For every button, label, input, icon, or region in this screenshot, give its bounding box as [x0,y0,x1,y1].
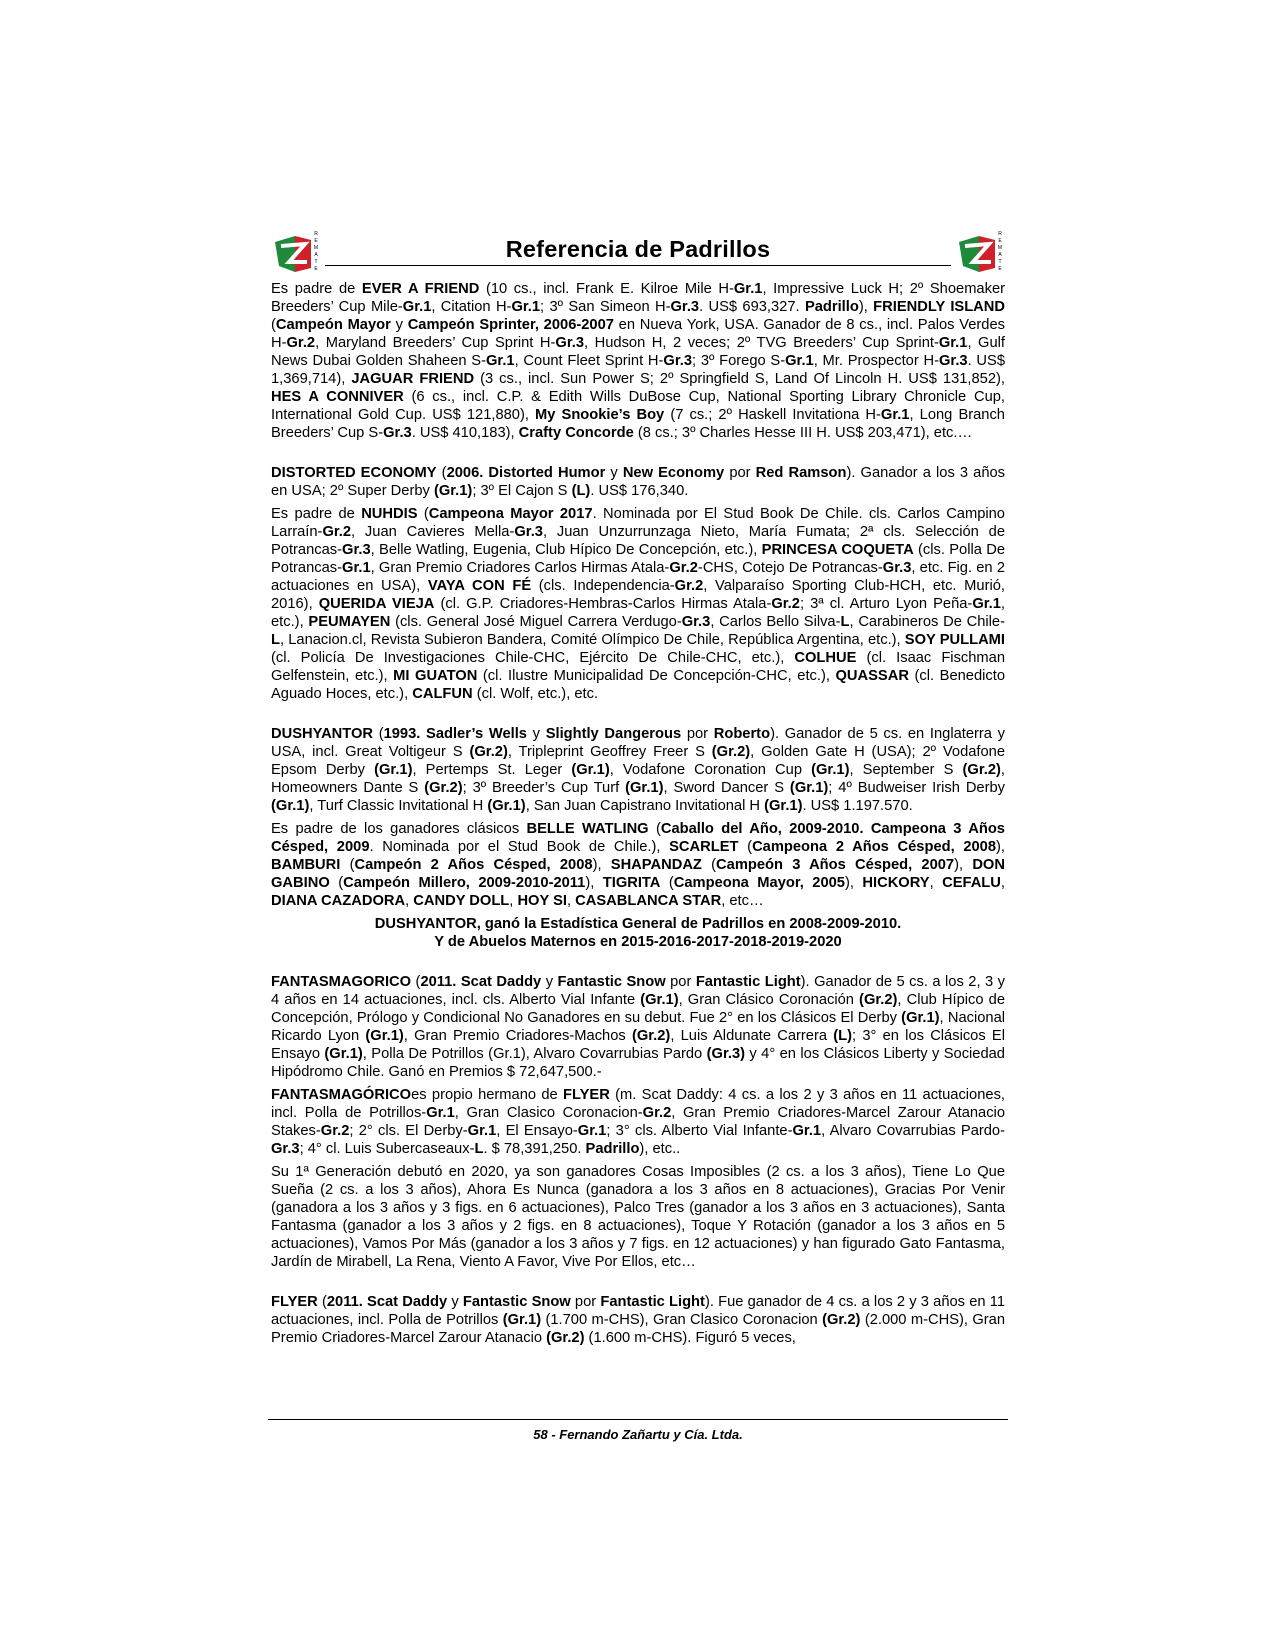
bold-text: (Gr.2) [424,780,463,796]
text-run: , Nacional Ricardo Lyon [271,1010,1005,1044]
text-run: , etc… [721,893,764,909]
text-run: ), [996,839,1005,855]
text-run: ; 3° cls. Alberto Vial Infante- [606,1123,793,1139]
bold-text: DIANA CAZADORA [271,893,406,909]
text-run: , Luis Aldunate Carrera [670,1028,834,1044]
text-run: ; 3º Breeder’s Cup Turf [462,780,626,796]
statistic-note: Y de Abuelos Maternos en 2015-2016-2017-2018-2019-2020 [434,934,842,950]
text-run: y [390,317,408,333]
text-run: ; 3º Forego S- [692,353,786,369]
text-run: ( [271,317,276,333]
text-run: ). Ganador de 5 cs. a los 2, 3 y 4 años en 14 actuaciones, incl. cls. Alberto Vial Infante [271,974,1005,1008]
text-run: , Golden Gate H (USA); 2º Vodafone Epsom Derby [271,744,1005,778]
bold-text: Red Ramson [755,465,847,481]
bold-text: Gr.2 [642,1105,672,1121]
text-run: , [566,893,576,909]
bold-text: Gr.2 [320,1123,350,1139]
bold-text: Gr.3 [555,335,584,351]
page-title: Referencia de Padrillos [505,236,771,262]
bold-text: Gr.1 [785,353,814,369]
statistic-note: DUSHYANTOR, ganó la Estadística General de Padrillos en 2008-2009-2010. [374,916,902,932]
bold-text: (Gr.1) [365,1028,404,1044]
text-run: , Juan Cavieres Mella- [351,524,515,540]
paragraph [271,725,1005,815]
text-run: (cl. Benedicto Aguado Hoces, etc.), [271,668,1005,702]
text-run: (1.700 m-CHS), Gran Clasico Coronacion [541,1312,823,1328]
text-run: Su 1ª Generación debutó en 2020, ya son ganadores Cosas Imposibles (2 cs. a los 3 años), Tiene Lo Que Sueña (2 cs. a los 3 años), Ahora Es Nunca (ganadora a los 3 años en 8 actuaciones), Gracias Por Venir (ganadora a los 3 años y 3 figs. en 6 actuaciones), Palco Tres (ganador a los 3 años en 3 actuaciones), Santa Fantasma (ganador a los 3 años y 2 figs. en 8 actuaciones), Toque Y Rotación (ganador a los 3 años en 5 actuaciones), Vamos Por Más (ganador a los 3 años y 7 figs. en 12 actuaciones) y han figurado Gato Fantasma, Jardín de Mirabell, La Rena, Viento A Favor, Vive Por Ellos, etc… [271,1164,1005,1270]
text-run: (cl. Wolf, etc.), etc. [472,686,599,702]
bold-text: 2011. Scat Daddy [326,1294,448,1310]
bold-text: Gr.3 [882,560,912,576]
text-run: ), [592,857,611,873]
text-run: , El Ensayo- [496,1123,578,1139]
text-run: . US$ 410,183), [411,425,519,441]
bold-text: Gr.3 [681,614,711,630]
bold-text: (Gr.2) [962,762,1001,778]
svg-text:E: E [314,266,318,272]
text-run: (8 cs.; 3º Charles Hesse III H. US$ 203,471), etc.… [633,425,973,441]
svg-text:T: T [314,259,318,265]
bold-text: SOY PULLAMI [904,632,1005,648]
bold-text: HES A CONNIVER [271,389,404,405]
paragraph [271,464,1005,500]
text-run: , Gran Premio Criadores Carlos Hirmas Atala- [370,560,670,576]
bold-text: Gr.3 [514,524,543,540]
bold-text: Campeón Sprinter, 2006-2007 [407,317,614,333]
text-run: (1.600 m-CHS). Figuró 5 veces, [584,1330,796,1346]
text-run: . Nominada por el Stud Book de Chile.), [369,839,670,855]
bold-text: Campeón 3 Años Césped, 2007 [716,857,955,873]
bold-text: Padrillo [804,299,859,315]
bold-text: Gr.1 [467,1123,497,1139]
text-run: . US$ 693,327. [699,299,805,315]
bold-text: Gr.2 [322,524,352,540]
text-run: ( [660,875,674,891]
paragraph [271,1163,1005,1271]
bold-text: DUSHYANTOR [271,726,374,742]
text-run: ( [436,465,447,481]
text-run: ; 3° en los Clásicos El Ensayo [271,1028,1005,1062]
svg-text:E: E [314,238,318,244]
text-run: , San Juan Capistrano Invitational H [525,798,765,814]
text-run: ), [954,857,973,873]
text-run: , Mr. Prospector H- [813,353,939,369]
text-run: , Long Branch Breeders’ Cup S- [271,407,1005,441]
bold-text: New Economy [622,465,725,481]
paragraph [271,280,1005,442]
bold-text: (Gr.1) [433,483,473,499]
text-run: Es padre de [271,281,362,297]
text-run: , Gran Clasico Coronacion- [454,1105,643,1121]
bold-text: (Gr.1) [764,798,803,814]
svg-text:A: A [998,252,1002,258]
bold-text: FRIENDLY ISLAND [873,299,1005,315]
bold-text: (Gr.1) [271,798,310,814]
bold-text: QUASSAR [835,668,909,684]
text-run: , [1000,875,1005,891]
zj-remates-logo [955,228,1005,274]
body-text [271,280,1005,1347]
svg-text:M: M [997,245,1003,251]
bold-text: Caballo del Año, 2009-2010. Campeona 3 Años Césped, 2009 [271,821,1005,855]
text-run: , Vodafone Coronation Cup [609,762,812,778]
text-run: ), [585,875,603,891]
text-run: ( [340,857,355,873]
text-run: , Club Hípico de Concepción, Prólogo y Condicional No Ganadores en su debut. Fue 2° en los Clásicos El Derby [271,992,1005,1026]
text-run: , Gran Premio Criadores-Marcel Zarour Atanacio Stakes- [271,1105,1005,1139]
text-run: , Carlos Bello Silva- [710,614,841,630]
bold-text: (L) [833,1028,853,1044]
bold-text: Gr.2 [771,596,800,612]
bold-text: (Gr.1) [487,798,526,814]
bold-text: Gr.3 [670,299,700,315]
bold-text: (Gr.2) [546,1330,585,1346]
text-run: ( [317,1294,327,1310]
bold-text: FANTASMAGÓRICO [271,1087,412,1103]
bold-text: (Gr.1) [901,1010,940,1026]
text-run: ), [858,299,874,315]
bold-text: (Gr.1) [324,1046,363,1062]
bold-text: L [474,1141,484,1157]
bold-text: BAMBURI [271,857,341,873]
bold-text: (Gr.3) [706,1046,746,1062]
bold-text: QUERIDA VIEJA [318,596,435,612]
text-run: , Alvaro Covarrubias Pardo- [821,1123,1005,1139]
text-run: , Citation H- [431,299,512,315]
text-run: ( [417,506,429,522]
bold-text: HICKORY [862,875,930,891]
bold-text: (Gr.1) [789,780,829,796]
bold-text: FANTASMAGORICO [271,974,412,990]
page-footer: 58 - Fernando Zañartu y Cía. Ltda. [533,1427,743,1442]
bold-text: Gr.3 [271,1141,300,1157]
text-run: , Homeowners Dante S [271,762,1005,796]
svg-text:A: A [314,252,318,258]
text-run: , [929,875,943,891]
bold-text: Gr.2 [669,560,698,576]
text-run: es propio hermano de [411,1087,564,1103]
bold-text: (Gr.2) [469,744,508,760]
text-run: (cl. Isaac Fischman Gelfenstein, etc.), [271,650,1005,684]
bold-text: VAYA CON FÉ [427,578,532,594]
bold-text: Padrillo [585,1141,640,1157]
text-run: ( [648,821,661,837]
bold-text: SCARLET [669,839,739,855]
text-run: Es padre de los ganadores clásicos [271,821,527,837]
bold-text: Roberto [713,726,771,742]
paragraph [271,1086,1005,1158]
header-rule [325,265,951,266]
page-header [271,222,1005,276]
text-run: (cl. Ilustre Municipalidad De Concepción-CHC, etc.), [477,668,836,684]
bold-text: Campeón Millero, 2009-2010-2011 [343,875,586,891]
text-run: Es padre de [271,506,362,522]
text-run: , Gran Clásico Coronación [678,992,860,1008]
bold-text: Gr.1 [402,299,432,315]
text-run: por [665,974,696,990]
text-run: , Impressive Luck H; 2º Shoemaker Breeders’ Cup Mile- [271,281,1005,315]
bold-text: NUHDIS [361,506,418,522]
paragraph [271,1293,1005,1347]
text-run: , September S [849,762,963,778]
bold-text: TIGRITA [602,875,661,891]
bold-text: DISTORTED ECONOMY [271,465,437,481]
bold-text: Gr.3 [938,353,968,369]
text-run: ), [844,875,863,891]
bold-text: BELLE WATLING [526,821,649,837]
svg-text:E: E [998,266,1002,272]
text-run: , [405,893,414,909]
text-run: ; 2° cls. El Derby- [349,1123,468,1139]
text-run: (3 cs., incl. Sun Power S; 2º Springfield S, Land Of Lincoln H. US$ 131,852), [474,371,1005,387]
bold-text: (L) [571,483,591,499]
svg-text:M: M [313,245,319,251]
bold-text: CANDY DOLL [413,893,510,909]
bold-text: Gr.1 [577,1123,607,1139]
bold-text: Crafty Concorde [518,425,634,441]
text-run: ; 4° cl. Luis Subercaseaux- [299,1141,475,1157]
text-run: . $ 78,391,250. [483,1141,586,1157]
bold-text: Gr.2 [286,335,316,351]
bold-text: 1993. Sadler’s Wells [383,726,527,742]
bold-text: Campeona Mayor 2017 [428,506,593,522]
text-run: , Sword Dancer S [663,780,790,796]
text-run: (2.000 m-CHS), Gran Premio Criadores-Marcel Zarour Atanacio [271,1312,1005,1346]
text-run: y [541,974,558,990]
bold-text: Gr.1 [972,596,1001,612]
bold-text: Gr.1 [792,1123,822,1139]
bold-text: (Gr.2) [822,1312,861,1328]
text-run: (cl. G.P. Criadores-Hembras-Carlos Hirmas Atala- [434,596,772,612]
text-run: ( [701,857,717,873]
bold-text: CEFALU [942,875,1001,891]
stallion-entry-dushyantor [271,725,1005,951]
text-run: , Count Fleet Sprint H- [514,353,664,369]
bold-text: Gr.1 [938,335,968,351]
bold-text: My Snookie’s Boy [535,407,665,423]
text-run: . Nominada por El Stud Book De Chile. cls. Carlos Campino Larraín- [271,506,1005,540]
bold-text: DON GABINO [271,857,1005,891]
text-run: , Tripleprint Geoffrey Freer S [507,744,712,760]
bold-text: Fantastic Light [695,974,801,990]
text-run: (6 cs., incl. C.P. & Edith Wills DuBose Cup, National Sporting Library Chronicle Cup, International Gold Cup. US$ 121,880), [271,389,1005,423]
footer-rule [268,1419,1008,1420]
svg-text:R: R [314,231,318,237]
bold-text: (Gr.2) [859,992,898,1008]
text-run: ( [329,875,344,891]
stallion-entry-fantasmagorico [271,973,1005,1271]
bold-text: HOY SI [517,893,567,909]
bold-text: Fantastic Light [600,1294,705,1310]
bold-text: (Gr.2) [711,744,751,760]
text-run: ). Fue ganador de 4 cs. a los 2 y 3 años en 11 actuaciones, incl. Polla de Potrillos [271,1294,1005,1328]
text-run: y [447,1294,463,1310]
text-run: (cls. Independencia- [531,578,675,594]
text-run: . US$ 176,340. [590,483,689,499]
text-run: por [724,465,756,481]
text-run: , Maryland Breeders’ Cup Sprint H- [315,335,556,351]
bold-text: Gr.1 [342,560,371,576]
text-run: ; 4º Budweiser Irish Derby [828,780,1006,796]
text-run: , Turf Classic Invitational H [309,798,488,814]
text-run: , Polla De Potrillos (Gr.1), Alvaro Covarrubias Pardo [362,1046,707,1062]
text-run: , Carabineros De Chile- [849,614,1005,630]
text-run: . US$ 1,369,714), [271,353,1005,387]
bold-text: L [271,632,280,648]
bold-text: (Gr.1) [640,992,679,1008]
text-run: , Juan Unzurrunzaga Nieto, María Fumata; 2ª cls. Selección de Potrancas- [271,524,1005,558]
bold-text: FLYER [563,1087,610,1103]
bold-text: (Gr.1) [571,762,610,778]
text-run: por [570,1294,601,1310]
text-run: ; 3º El Cajon S [472,483,572,499]
text-run: ). Ganador a los 3 años en USA; 2º Super Derby [271,465,1005,499]
bold-text: 2011. Scat Daddy [420,974,542,990]
bold-text: (Gr.1) [374,762,413,778]
svg-text:R: R [998,231,1002,237]
bold-text: L [840,614,850,630]
text-run: ( [738,839,753,855]
bold-text: Gr.1 [486,353,515,369]
bold-text: Gr.1 [880,407,910,423]
bold-text: Campeón Mayor [275,317,391,333]
section-gap [271,1271,1005,1293]
bold-text: Gr.1 [511,299,541,315]
bold-text: Campeona 2 Años Césped, 2008 [752,839,997,855]
bold-text: Campeón 2 Años Césped, 2008 [354,857,593,873]
svg-text:T: T [998,259,1002,265]
bold-text: PEUMAYEN [308,614,391,630]
section-gap [271,703,1005,725]
text-run: ( [411,974,421,990]
bold-text: Gr.1 [426,1105,455,1121]
text-run: , etc. Fig. en 2 actuaciones en USA), [271,560,1005,594]
bold-text: Gr.3 [663,353,693,369]
bold-text: CASABLANCA STAR [575,893,722,909]
text-run: , etc.), [271,596,1005,630]
bold-text: Fantastic Snow [462,1294,571,1310]
bold-text: Gr.2 [674,578,704,594]
text-run: . US$ 1.197.570. [802,798,913,814]
text-run: ; 3º San Simeon H- [540,299,671,315]
text-run: (cl. Policía De Investigaciones Chile-CHC, Ejército De Chile-CHC, etc.), [271,650,795,666]
bold-text: EVER A FRIEND [361,281,480,297]
text-run: ( [373,726,384,742]
text-run: (cls. Polla De Potrancas- [271,542,1006,576]
bold-text: (Gr.1) [502,1312,542,1328]
text-run: , Valparaíso Sporting Club-HCH, etc. Murió, 2016), [271,578,1005,612]
bold-text: JAGUAR FRIEND [351,371,475,387]
bold-text: COLHUE [794,650,857,666]
bold-text: Campeona Mayor, 2005 [673,875,845,891]
text-run: por [681,726,714,742]
text-run: , [509,893,518,909]
text-run: en Nueva York, USA. Ganador de 8 cs., incl. Palos Verdes H- [271,317,1005,351]
bold-text: PRINCESA COQUETA [761,542,914,558]
paragraph [271,505,1005,703]
svg-text:E: E [998,238,1002,244]
bold-text: CALFUN [412,686,473,702]
bold-text: (Gr.2) [631,1028,671,1044]
paragraph [271,820,1005,910]
section-gap [271,442,1005,464]
text-run: y 4° en los Clásicos Liberty y Sociedad Hipódromo Chile. Ganó en Premios $ 72,647,500.- [271,1046,1005,1080]
stallion-entry-flyer [271,1293,1005,1347]
bold-text: Slightly Dangerous [545,726,682,742]
text-run: (7 cs.; 2º Haskell Invitationa H- [664,407,881,423]
bold-text: MI GUATON [393,668,478,684]
text-run: , Gulf News Dubai Golden Shaheen S- [271,335,1005,369]
text-run: (cls. General José Miguel Carrera Verdugo- [390,614,682,630]
bold-text: SHAPANDAZ [610,857,702,873]
bold-text: FLYER [271,1294,318,1310]
text-run: , Belle Watling, Eugenia, Club Hípico De Concepción, etc.), [370,542,762,558]
text-run: ), etc.. [639,1141,681,1157]
text-run: , Lanacion.cl, Revista Subieron Bandera, Comité Olímpico De Chile, República Argentina, etc.), [279,632,905,648]
bold-text: Gr.3 [383,425,412,441]
paragraph [271,973,1005,1081]
text-run: ). Ganador de 5 cs. en Inglaterra y USA, incl. Great Voltigeur S [271,726,1005,760]
text-run: , Gran Premio Criadores-Machos [403,1028,632,1044]
bold-text: Fantastic Snow [557,974,666,990]
text-run: ; 3ª cl. Arturo Lyon Peña- [799,596,973,612]
text-run: , Hudson H, 2 veces; 2º TVG Breeders’ Cup Sprint- [584,335,939,351]
text-run: -CHS, Cotejo De Potrancas- [697,560,883,576]
bold-text: (Gr.1) [811,762,850,778]
page [271,222,1005,1347]
text-run: y [605,465,623,481]
text-run: , Pertemps St. Leger [412,762,572,778]
stallion-entry-ever [271,280,1005,442]
stallion-entry-distorted [271,464,1005,703]
text-run: y [526,726,546,742]
bold-text: (Gr.1) [625,780,664,796]
section-gap [271,951,1005,973]
text-run: (10 cs., incl. Frank E. Kilroe Mile H- [479,281,734,297]
bold-text: 2006. Distorted Humor [446,465,606,481]
bold-text: Gr.1 [733,281,763,297]
bold-text: Gr.3 [342,542,371,558]
text-run: (m. Scat Daddy: 4 cs. a los 2 y 3 años en 11 actuaciones, incl. Polla de Potrillos- [271,1087,1005,1121]
